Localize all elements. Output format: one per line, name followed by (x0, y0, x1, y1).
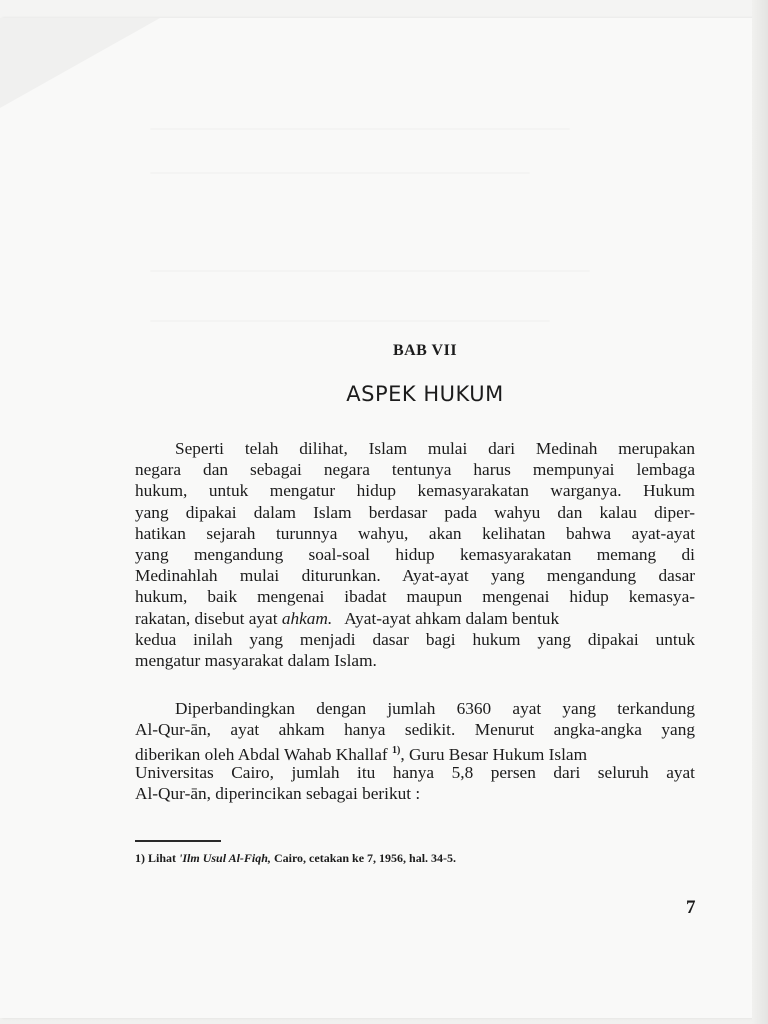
show-through-line (150, 320, 550, 322)
chapter-title: ASPEK HUKUM (346, 382, 504, 406)
page-edge (752, 0, 768, 1024)
footnote (135, 851, 456, 866)
footnote-work-title: 'Ilm Usul Al-Fiqh, (179, 851, 271, 865)
text-line: yang dipakai dalam Islam berdasar pada wahyu dan kalau diper- (135, 502, 695, 522)
show-through-line (150, 172, 530, 174)
text-line: yang mengandung soal-soal hidup kemasyarakatan memang di (135, 544, 695, 564)
page-number: 7 (686, 897, 696, 918)
text-line: Al-Qur-ān, ayat ahkam hanya sedikit. Menurut angka-angka yang (135, 720, 695, 740)
footnote-rule (135, 840, 221, 842)
paragraph-1 (135, 438, 695, 671)
chapter-heading: BAB VII (392, 342, 458, 359)
footnote-prefix: Lihat (145, 851, 180, 865)
text-line (135, 608, 695, 629)
text-line: hukum, untuk mengatur hidup kemasyarakatan warganya. Hukum (135, 481, 695, 501)
text-line: Universitas Cairo, jumlah itu hanya 5,8 persen dari seluruh ayat (135, 762, 695, 782)
paragraph-2 (135, 698, 695, 804)
text-line: Seperti telah dilihat, Islam mulai dari Medinah merupakan (175, 439, 695, 458)
text-line: hatikan sejarah turunnya wahyu, akan kelihatan bahwa ayat-ayat (135, 523, 695, 543)
folded-corner (0, 18, 160, 108)
italic-term: ahkam. (281, 608, 333, 628)
text-line: mengatur masyarakat dalam Islam. (135, 650, 377, 670)
text-segment: , Guru Besar Hukum Islam (400, 745, 588, 765)
text-segment: diberikan oleh Abdal Wahab Khallaf (135, 745, 388, 765)
text-segment: rakatan, disebut ayat (135, 608, 278, 628)
text-line (135, 740, 695, 765)
footnote-reference: 1) (391, 745, 401, 757)
text-line: Al-Qur-ān, diperincikan sebagai berikut : (135, 783, 421, 803)
text-line: negara dan sebagai negara tentunya harus mempunyai lembaga (135, 460, 695, 480)
text-line: kedua inilah yang menjadi dasar bagi hukum yang dipakai untuk (135, 629, 695, 649)
footnote-details: Cairo, cetakan ke 7, 1956, hal. 34-5. (270, 851, 457, 865)
text-line: Diperbandingkan dengan jumlah 6360 ayat yang terkandung (175, 699, 695, 718)
text-line: hukum, baik mengenai ibadat maupun mengenai hidup kemasya- (135, 587, 695, 607)
show-through-line (150, 270, 590, 272)
text-segment: Ayat-ayat ahkam dalam bentuk (344, 608, 560, 628)
footnote-marker: 1) (135, 851, 145, 865)
show-through-line (150, 128, 570, 130)
text-line: Medinahlah mulai diturunkan. Ayat-ayat yang mengandung dasar (135, 566, 695, 586)
